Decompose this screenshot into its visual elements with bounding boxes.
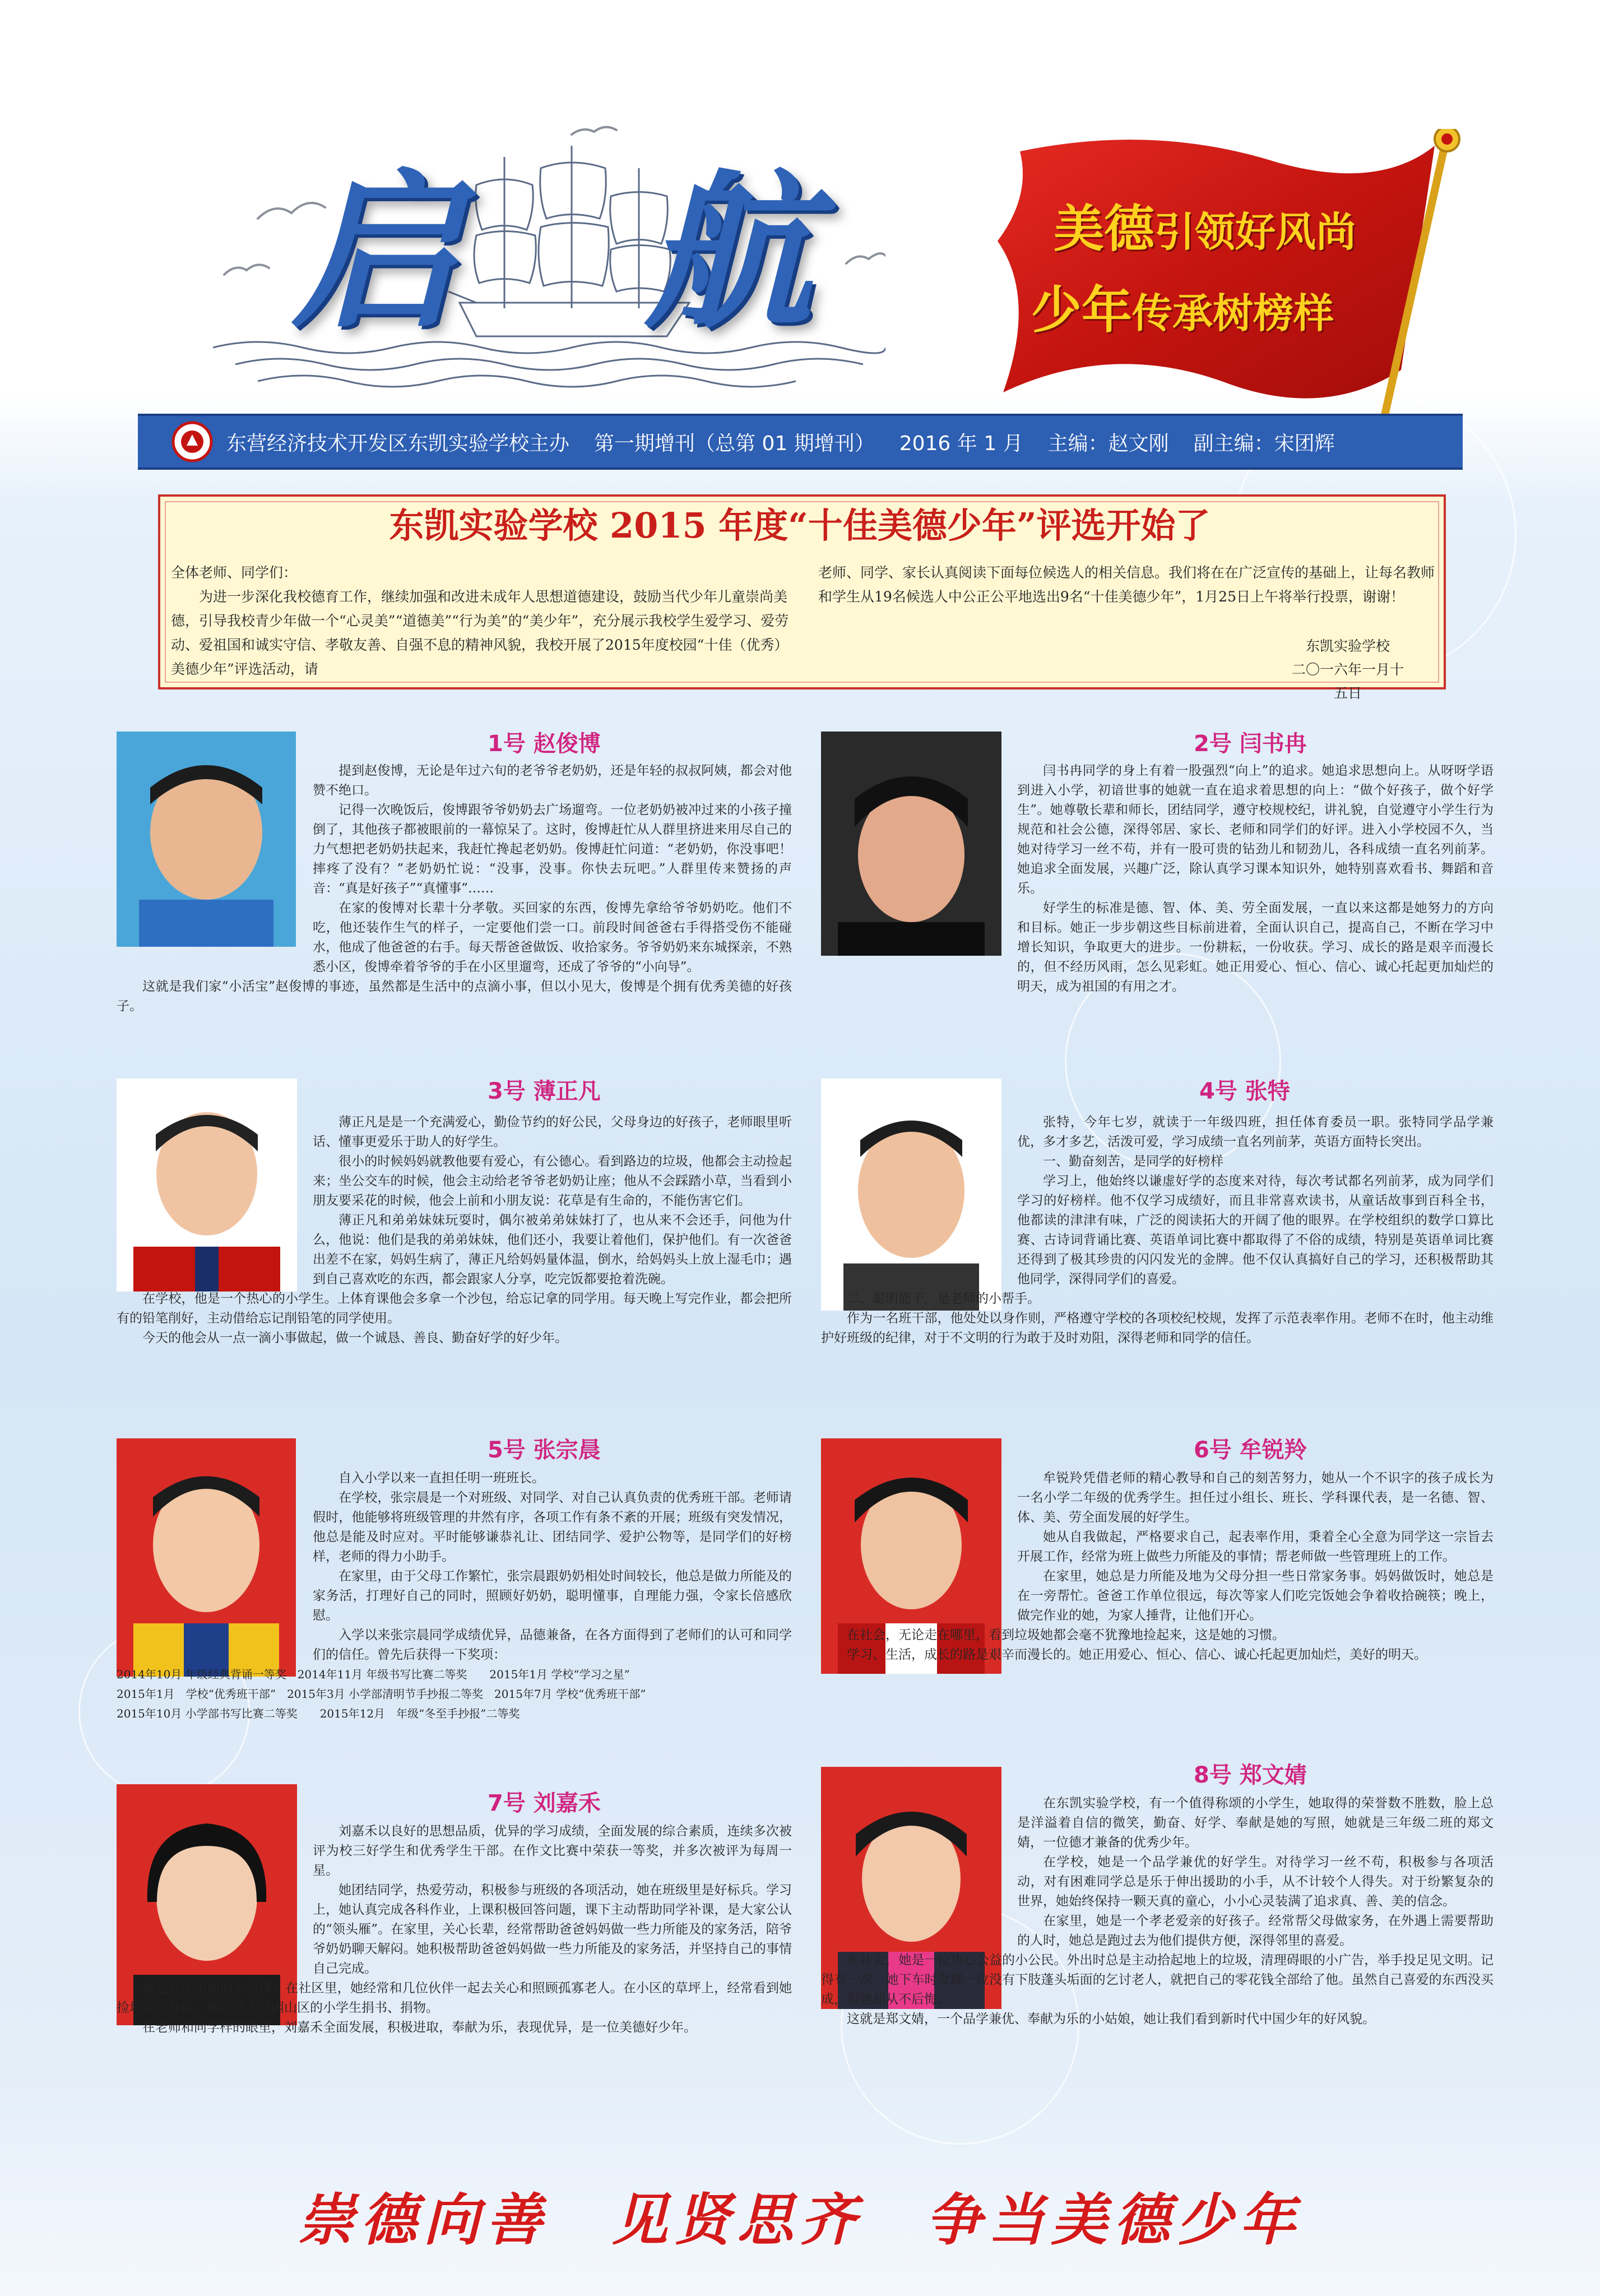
candidate-bio: [117, 1822, 792, 2038]
candidate-bio-paragraph: 张特，今年七岁，就读于一年级四班，担任体育委员一职。张特同学品学兼优，多才多艺，活泼可爱，学习成绩一直名列前茅，英语方面特长突出。: [1017, 1115, 1494, 1149]
flag-slogan-line-2: [1031, 269, 1334, 342]
candidate-bio-paragraph: 今天的他会从一点一滴小事做起，做一个诚恳、善良、勤奋好学的好少年。: [142, 1331, 568, 1345]
candidate-bio-paragraph: 自入小学以来一直担任明一班班长。: [338, 1471, 545, 1485]
candidate-bio-paragraph: 闫书冉同学的身上有着一股强烈“向上”的追求。她追求思想向上。从呀呀学语到进入小学，初谙世事的她就一直在追求着思想的向上：“做个好孩子，做个好学生”。她尊敬长辈和师长，团结同学，遵守校规校纪，讲礼貌，自觉遵守小学生行为规范和社会公德，深得邻居、家长、老师和同学们的好评。进入小学校园不久，当她对待学习一丝不苟，并有一股可贵的钻劲儿和韧劲儿，各科成绩一直名列前茅。她追求全面发展，兴趣广泛，除认真学习课本知识外，她特别喜欢看书、舞蹈和音乐。: [1017, 763, 1494, 896]
flag-slogan-line-1-small: 引领好风尚: [1154, 208, 1357, 256]
issue-text: 第一期增刊（总第 01 期增刊）: [594, 432, 875, 455]
candidate-bio-paragraph: 在东凯实验学校，有一个值得称颂的小学生，她取得的荣誉数不胜数，脸上总是洋溢着自信的微笑，勤奋、好学、奉献是她的写照，她就是三年级二班的郑文婧，一位德才兼备的优秀少年。: [1017, 1796, 1494, 1850]
sponsor-text: 东营经济技术开发区东凯实验学校主办: [226, 432, 570, 455]
notice-body-right: 老师、同学、家长认真阅读下面每位候选人的相关信息。我们将在在广泛宣传的基础上，让每名教师和学生从19名候选人中公正公平地选出9名“十佳美德少年”，1月25日上午将举行投票，谢谢！: [818, 564, 1435, 605]
candidate-bio-paragraph: 薄正凡和弟弟妹妹玩耍时，偶尔被弟弟妹妹打了，也从来不会还手，问他为什么，他说：他们是我的弟弟妹妹，他们还小，我要让着他们，保护他们。有一次爸爸出差不在家，妈妈生病了，薄正凡给妈妈量体温，倒水，给妈妈头上放上湿毛巾；遇到自己喜欢吃的东西，都会跟家人分享，吃完饭都要抢着洗碗。: [313, 1213, 792, 1286]
award-line: 2014年10月 年级经典背诵一等奖 2014年11月 年级书写比赛二等奖 2015年1月 学校“学习之星”: [117, 1668, 630, 1681]
candidate-bio-paragraph: 这就是郑文婧，一个品学兼优、奉献为乐的小姑娘，她让我们看到新时代中国少年的好风貌。: [847, 2012, 1375, 2026]
notice-title: 东凯实验学校 2015 年度“十佳美德少年”评选开始了: [389, 504, 1211, 546]
footer-slogan: 崇德向善 见贤思齐 争当美德少年: [298, 2187, 1302, 2253]
notice-body-text: 为进一步深化我校德育工作，继续加强和改进未成年人思想道德建设，鼓励当代少年儿童崇尚美德，引导我校青少年做一个“心灵美”“道德美”“行为美”的“美少年”，充分展示我校学生爱学习、爱劳动、爱祖国和诚实守信、孝敬友善、自强不息的精神风貌，我校开展了2015年度校园“十佳（优秀）美德少年”评选活动，请: [171, 589, 789, 677]
candidate-bio: [821, 1469, 1494, 1665]
candidate-bio-paragraph: 薄正凡是是一个充满爱心，勤俭节约的好公民，父母身边的好孩子，老师眼里听话、懂事更爱乐于助人的好学生。: [313, 1115, 792, 1149]
masthead-title-char: 启: [291, 153, 460, 351]
notice-signature-school: 东凯实验学校: [1305, 638, 1390, 654]
candidate-bio-paragraph: 很小的时候妈妈就教他要有爱心，有公德心。看到路边的垃圾，他都会主动捡起来；坐公交车的时候，他会主动给老爷爷老奶奶让座；他从不会踩踏小草，当看到小朋友要采花的时候，他会上前和小朋友说：花草是有生命的，不能伤害它们。: [313, 1154, 792, 1208]
award-line: 2015年10月 小学部书写比赛二等奖 2015年12月 年级“冬至手抄报”二等奖: [117, 1707, 520, 1720]
candidate-bio-paragraph: 入学以来张宗晨同学成绩优异，品德兼备，在各方面得到了老师们的认可和同学们的信任。曾先后获得一下奖项：: [313, 1628, 792, 1662]
candidate-bio-paragraph: 在学校，她是一个品学兼优的好学生。对待学习一丝不苟，积极参与各项活动，对有困难同学总是乐于伸出援助的小手，从不计较个人得失。对于纷繁复杂的世界，她始终保持一颗天真的童心，小小心灵装满了追求真、善、美的信念。: [1017, 1855, 1494, 1909]
candidate-heading: 4号 张特: [1199, 1078, 1290, 1104]
candidate-heading: 3号 薄正凡: [488, 1078, 601, 1104]
candidate-bio-paragraph: 这就是我们家“小活宝”赵俊博的事迹，虽然都是生活中的点滴小事，但以小见大，俊博是个拥有优秀美德的好孩子。: [117, 979, 792, 1013]
notice-signature: [1289, 635, 1407, 705]
candidate-bio-paragraph: 提到赵俊博，无论是年过六旬的老爷爷老奶奶，还是年轻的叔叔阿姨，都会对他赞不绝口。: [313, 763, 792, 798]
candidate-bio: [117, 1113, 792, 1348]
masthead-title-char: 航: [644, 153, 813, 351]
candidate-heading: 8号 郑文婧: [1194, 1762, 1307, 1788]
flag-slogan-line-1-big: 美德: [1054, 200, 1154, 258]
chief-editor-text: 主编：赵文刚: [1047, 432, 1169, 455]
date-text: 2016 年 1 月: [899, 432, 1023, 455]
candidate-bio: [117, 1469, 792, 1724]
candidate-bio-paragraph: 她从自我做起，严格要求自己，起表率作用，秉着全心全意为同学这一宗旨去开展工作，经常为班上做些力所能及的事情；帮老师做一些管理班上的工作。: [1017, 1530, 1494, 1564]
school-logo-icon: [171, 421, 213, 462]
candidate-bio-paragraph: 好学生的标准是德、智、体、美、劳全面发展，一直以来这都是她努力的方向和目标。她正一步步朝这些目标前进着，全面认识自己，提高自己，不断在学习中增长知识，争取更大的进步。一份耕耘，一份收获。学习、成长的路是艰辛而漫长的，但不经历风雨，怎么见彩虹。她正用爱心、恒心、信心、诚心托起更加灿烂的明天，成为祖国的有用之才。: [1017, 901, 1494, 994]
candidate-heading: 6号 牟锐羚: [1194, 1437, 1307, 1463]
candidate-heading: 1号 赵俊博: [488, 731, 601, 757]
candidate-bio-paragraph: 在家里，由于父母工作繁忙，张宗晨跟奶奶相处时间较长，他总是做力所能及的家务活，打理好自己的同时，照顾好奶奶，聪明懂事，自理能力强，令家长倍感欣慰。: [313, 1569, 792, 1623]
candidate-bio-paragraph: 在社会，她是一位热心公益的小公民。外出时总是主动拾起地上的垃圾，清理碍眼的小广告，举手投足见文明。记得有一次，她下车时发现一位没有下肢蓬头垢面的乞讨老人，就把自己的零花钱全部给了他。虽然自己喜爱的东西没买成，但她却从不后悔。: [821, 1953, 1494, 2007]
candidate-bio-paragraph: 在家的俊博对长辈十分孝敬。买回家的东西，俊博先拿给爷爷奶奶吃。他们不吃，他还装作生气的样子，一定要他们尝一口。前段时间爸爸右手得搭受伤不能碰水，他成了他爸爸的右手。每天帮爸爸做饭、收拾家务。爷爷奶奶来东城探亲，不熟悉小区，俊博牵着爷爷的手在小区里遛弯，还成了爷爷的“小向导”。: [313, 901, 792, 974]
notice-salute: 全体老师、同学们：: [171, 564, 298, 581]
notice-signature-date: 二〇一六年一月十五日: [1291, 661, 1404, 701]
notice-body-left: [171, 561, 801, 681]
candidate-bio-paragraph: 在学校，他是一个热心的小学生。上体育课他会多拿一个沙包，给忘记拿的同学用。每天晚上写完作业，都会把所有的铅笔削好，主动借给忘记削铅笔的同学使用。: [117, 1292, 792, 1326]
candidate-bio-paragraph: 牟锐羚凭借老师的精心教导和自己的刻苦努力，她从一个不识字的孩子成长为一名小学二年级的优秀学生。担任过小组长、班长、学科课代表，是一名德、智、体、美、劳全面发展的好学生。: [1017, 1471, 1494, 1525]
candidate-bio-paragraph: 作为一名班干部，他处处以身作则，严格遵守学校的各项校纪校规，发挥了示范表率作用。老师不在时，他主动维护好班级的纪律，对于不文明的行为敢于及时劝阻，深得老师和同学的信任。: [821, 1311, 1494, 1345]
candidate-bio-paragraph: 学习、生活，成长的路是艰辛而漫长的。她正用爱心、恒心、信心、诚心托起更加灿烂，美好的明天。: [847, 1647, 1427, 1662]
candidate-bio-paragraph: 她是社区里面的小雷锋；在社区里，她经常和几位伙伴一起去关心和照顾孤寡老人。在小区的草坪上，经常看到她捡垃圾的身影。她经常为贫困山区的小学生捐书、捐物。: [117, 1981, 792, 2015]
candidate-bio-paragraph: 二、聪明能干，是老师的小帮手。: [847, 1292, 1040, 1306]
candidate-bio: [821, 1113, 1494, 1348]
candidate-bio-paragraph: 一、勤奋刻苦，是同学的好榜样: [1043, 1154, 1223, 1169]
candidate-bio-paragraph: 她团结同学，热爱劳动，积极参与班级的各项活动，她在班级里是好标兵。学习上，她认真完成各科作业，上课积极回答问题，课下主动帮助同学补课，是大家公认的“领头雁”。在家里，关心长辈，经常帮助爸爸妈妈做一些力所能及的家务活，陪爷爷奶奶聊天解闷。她积极帮助爸爸妈妈做一些力所能及的家务活，并坚持自己的事情自己完成。: [313, 1883, 792, 1976]
deputy-editor-text: 副主编：宋团辉: [1193, 432, 1335, 455]
publication-info-bar: [138, 414, 1463, 470]
candidate-bio-paragraph: 在家里，她是一个孝老爱亲的好孩子。经常帮父母做家务，在外遇上需要帮助的人时，她总是跑过去为他们提供方便，深得邻里的喜爱。: [1017, 1914, 1494, 1948]
candidate-heading: 7号 刘嘉禾: [488, 1790, 601, 1816]
candidate-bio-paragraph: 在学校，张宗晨是一个对班级、对同学、对自己认真负责的优秀班干部。老师请假时，他能够将班级管理的井然有序，各项工作有条不紊的开展；班级有突发情况，他总是能及时应对。平时能够谦恭礼让、团结同学、爱护公物等，是同学们的好榜样，老师的得力小助手。: [313, 1490, 792, 1564]
candidate-bio: [821, 761, 1494, 997]
notice-title-banner: [158, 494, 1441, 550]
candidate-bio-paragraph: 在社会，无论走在哪里，看到垃圾她都会毫不犹豫地捡起来，这是她的习惯。: [847, 1628, 1285, 1642]
candidate-bio: [117, 761, 792, 1016]
award-line: 2015年1月 学校“优秀班干部” 2015年3月 小学部清明节手抄报二等奖 2015年7月 学校“优秀班干部”: [117, 1687, 646, 1701]
candidate-bio-paragraph: 刘嘉禾以良好的思想品质，优异的学习成绩，全面发展的综合素质，连续多次被评为校三好学生和优秀学生干部。在作文比赛中荣获一等奖，并多次被评为每周一星。: [313, 1824, 792, 1878]
flag-slogan-line-1: [1054, 188, 1356, 261]
candidate-bio-paragraph: 记得一次晚饭后，俊博跟爷爷奶奶去广场遛弯。一位老奶奶被冲过来的小孩子撞倒了，其他孩子都被眼前的一幕惊呆了。这时，俊博赶忙从人群里挤进来用尽自己的力气想把老奶奶扶起来，我赶忙搀起老奶奶。俊博赶忙问道：“老奶奶，你没事吧！摔疼了没有？”老奶奶忙说：“没事，没事。你快去玩吧。”人群里传来赞扬的声音：“真是好孩子”“真懂事”……: [313, 803, 792, 896]
flag-slogan-line-2-small: 传承树榜样: [1132, 289, 1334, 337]
candidate-bio-paragraph: 学习上，他始终以谦虚好学的态度来对待，每次考试都名列前茅，成为同学们学习的好榜样。他不仅学习成绩好，而且非常喜欢读书，从童话故事到百科全书，他都读的津津有味，广泛的阅读拓大的开阔了他的眼界。在学校组织的数学口算比赛、古诗词背诵比赛、英语单词比赛中都取得了不俗的成绩，特别是英语单词比赛还得到了极其珍贵的闪闪发光的金牌。他不仅认真搞好自己的学习，还积极帮助其他同学，深得同学们的喜爱。: [1017, 1174, 1494, 1286]
candidate-bio-paragraph: 在老师和同学样的眼里，刘嘉禾全面发展，积极进取，奉献为乐，表现优异，是一位美德好少年。: [142, 2020, 697, 2035]
flag-slogan-line-2-big: 少年: [1031, 281, 1132, 340]
candidate-heading: 2号 闫书冉: [1194, 731, 1307, 757]
candidate-bio-paragraph: 在家里，她总是力所能及地为父母分担一些日常家务事。妈妈做饭时，她总是在一旁帮忙。爸爸工作单位很远，每次等家人们吃完饭她会争着收拾碗筷；晚上，做完作业的她，为家人捶背，让他们开心。: [1017, 1569, 1494, 1623]
candidate-bio: [821, 1794, 1494, 2029]
candidate-heading: 5号 张宗晨: [488, 1437, 601, 1463]
